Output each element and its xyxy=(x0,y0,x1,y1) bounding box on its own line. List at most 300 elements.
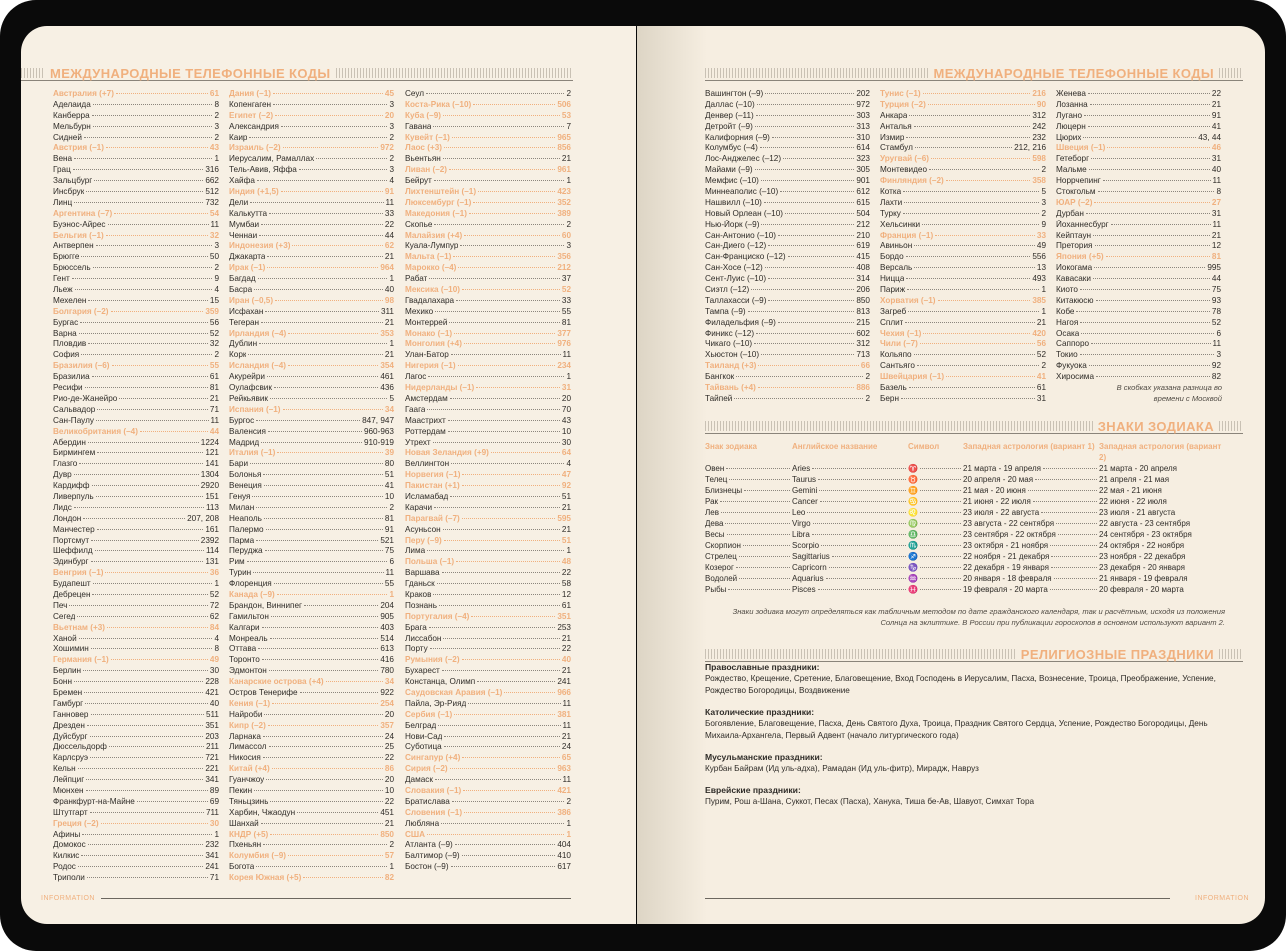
city-code-row xyxy=(1056,339,1221,350)
city-code-row xyxy=(705,122,870,133)
dot-leader xyxy=(84,137,213,138)
dot-leader xyxy=(274,387,378,388)
dial-code: 43, 44 xyxy=(1198,132,1221,142)
city-code-row xyxy=(405,394,571,405)
zodiac-row xyxy=(705,463,1224,474)
city-code-row xyxy=(880,133,1046,144)
place-name: Бари xyxy=(229,459,249,469)
dial-code: 82 xyxy=(384,873,394,883)
country-code-row xyxy=(53,655,219,666)
place-name: Оттава xyxy=(229,644,257,654)
dot-leader xyxy=(736,567,790,568)
place-name: Лидс xyxy=(53,502,72,512)
dial-code: 2 xyxy=(865,393,870,403)
dot-leader xyxy=(743,545,790,546)
dial-code: 847, 947 xyxy=(362,415,394,425)
dot-leader xyxy=(906,256,1031,257)
place-name: Чикаго (–10) xyxy=(705,339,753,349)
dial-code: 82 xyxy=(1211,372,1221,382)
dial-code: 2 xyxy=(566,796,571,806)
city-code-row xyxy=(229,427,394,438)
place-name: Мадрид xyxy=(229,437,260,447)
dial-code: 21 xyxy=(384,350,394,360)
dial-code: 121 xyxy=(205,448,219,458)
zodiac-cell xyxy=(705,551,792,562)
dot-leader xyxy=(818,589,906,590)
dot-leader xyxy=(94,180,203,181)
zodiac-cell xyxy=(792,474,908,485)
place-name: Берлин xyxy=(53,666,82,676)
dial-code: 62 xyxy=(384,241,394,251)
dot-leader xyxy=(91,714,204,715)
place-name: Бразилия (–6) xyxy=(53,361,110,371)
place-name: Нагоя xyxy=(1056,317,1079,327)
city-code-row xyxy=(880,383,1046,394)
dot-leader xyxy=(1096,376,1210,377)
place-name: Лаос (+3) xyxy=(405,143,443,153)
dot-leader xyxy=(819,490,906,491)
footer-rule-left xyxy=(101,898,571,899)
dial-code: 61 xyxy=(209,89,219,98)
dot-leader xyxy=(1093,235,1210,236)
dial-code: 21 xyxy=(561,154,571,164)
dot-leader xyxy=(456,561,560,562)
city-code-row xyxy=(405,220,571,231)
dial-code: 11 xyxy=(562,775,571,785)
zodiac-value: 22 декабря - 19 января xyxy=(963,563,1049,572)
place-name: Лима xyxy=(405,546,426,556)
city-code-row xyxy=(405,840,571,851)
country-code-row xyxy=(405,165,571,176)
dial-code: 113 xyxy=(205,502,219,512)
dot-leader xyxy=(277,594,388,595)
dot-leader xyxy=(74,507,204,508)
city-code-row xyxy=(53,329,219,340)
city-code-row xyxy=(880,111,1046,122)
zodiac-symbol: ♌ xyxy=(908,508,918,517)
place-name: Валенсия xyxy=(229,426,266,436)
dial-code: 51 xyxy=(384,470,394,480)
city-code-row xyxy=(705,296,870,307)
dot-leader xyxy=(920,343,1035,344)
dot-leader xyxy=(96,245,213,246)
zodiac-cell xyxy=(963,474,1099,485)
city-code-row xyxy=(53,100,219,111)
place-name: Цюрих xyxy=(1056,132,1082,142)
phone-column-1 xyxy=(53,89,219,884)
dot-leader xyxy=(462,289,560,290)
city-code-row xyxy=(229,514,394,525)
holiday-list: Рождество, Крещение, Сретение, Благовещение, Вход Господень в Иерусалим, Пасха, Вознесение, Троица, Преображение, Успение, Рождество Богородицы, Воздвижение xyxy=(705,674,1216,695)
city-code-row xyxy=(229,710,394,721)
country-code-row xyxy=(405,786,571,797)
dial-code: 11 xyxy=(1212,219,1221,229)
zodiac-cell xyxy=(792,529,908,540)
place-name: Осака xyxy=(1056,328,1080,338)
dot-leader xyxy=(270,834,378,835)
place-name: Кипр (–2) xyxy=(229,720,266,730)
place-name: Саппоро xyxy=(1056,339,1090,349)
place-name: Таллахасси (–9) xyxy=(705,295,767,305)
dial-code: 323 xyxy=(856,154,870,164)
city-code-row xyxy=(53,133,219,144)
zodiac-cell xyxy=(908,551,963,562)
dot-leader xyxy=(920,589,961,590)
zodiac-row xyxy=(705,507,1224,518)
page-spine-shadow xyxy=(637,26,707,924)
city-code-row xyxy=(53,644,219,655)
zodiac-value: 21 июня - 22 июля xyxy=(963,497,1031,506)
zodiac-row xyxy=(705,562,1224,573)
zodiac-value: Лев xyxy=(705,508,719,517)
dial-code: 3 xyxy=(214,241,219,251)
dial-code: 91 xyxy=(384,524,394,534)
dial-code: 86 xyxy=(384,764,394,774)
dot-leader xyxy=(264,485,383,486)
dot-leader xyxy=(1080,322,1210,323)
city-code-row xyxy=(53,579,219,590)
city-code-row xyxy=(53,830,219,841)
dial-code: 10 xyxy=(384,786,394,795)
city-code-row xyxy=(53,546,219,557)
zodiac-value: Близнецы xyxy=(705,486,743,495)
dot-leader xyxy=(462,518,556,519)
dot-leader xyxy=(460,245,564,246)
zodiac-value: Cancer xyxy=(792,497,818,506)
dot-leader xyxy=(92,115,213,116)
dial-code: 354 xyxy=(380,361,394,371)
place-name: Китай (+4) xyxy=(229,764,270,774)
city-code-row xyxy=(53,677,219,688)
dot-leader xyxy=(269,213,383,214)
dial-code: 11 xyxy=(1212,339,1221,349)
city-code-row xyxy=(53,274,219,285)
place-name: Франция (–1) xyxy=(880,230,934,240)
place-name: Монтеррей xyxy=(405,317,448,327)
dot-leader xyxy=(920,534,961,535)
dial-code: 46 xyxy=(1211,143,1221,153)
dot-leader xyxy=(300,692,379,693)
place-name: Бухарест xyxy=(405,666,440,676)
place-name: Абердин xyxy=(53,437,86,447)
place-name: Богота xyxy=(229,862,255,872)
country-code-row xyxy=(705,361,870,372)
place-name: Корк xyxy=(229,350,247,360)
dial-code: 40 xyxy=(209,698,219,708)
dot-leader xyxy=(256,866,387,867)
place-name: Кавасаки xyxy=(1056,274,1091,284)
zodiac-row xyxy=(705,529,1224,540)
place-name: Пайла, Эр-Рияд xyxy=(405,698,467,708)
place-name: Хорватия (–1) xyxy=(880,295,936,305)
dial-code: 11 xyxy=(1212,176,1221,186)
dial-code: 11 xyxy=(562,698,571,708)
dot-leader xyxy=(257,180,388,181)
dot-leader xyxy=(444,540,560,541)
dot-leader xyxy=(262,659,379,660)
dot-leader xyxy=(1096,300,1210,301)
dot-leader xyxy=(756,333,854,334)
dial-code: 22 xyxy=(384,796,394,806)
place-name: Неаполь xyxy=(229,513,262,523)
place-name: Австралия (+7) xyxy=(53,89,114,98)
dot-leader xyxy=(464,812,555,813)
city-code-row xyxy=(53,383,219,394)
dot-leader xyxy=(914,126,1031,127)
dial-code: 311 xyxy=(380,306,394,316)
place-name: Бельгия (–1) xyxy=(53,230,104,240)
place-name: Майами (–9) xyxy=(705,165,753,175)
dial-code: 141 xyxy=(205,459,219,469)
place-name: Эдинбург xyxy=(53,557,89,567)
city-code-row xyxy=(229,579,394,590)
city-code-row xyxy=(405,819,571,830)
zodiac-symbol: ♍ xyxy=(908,519,918,528)
city-code-row xyxy=(53,220,219,231)
zodiac-symbol: ♈ xyxy=(908,464,918,473)
dot-leader xyxy=(903,191,1039,192)
country-code-row xyxy=(880,100,1046,111)
dial-code: 161 xyxy=(205,524,219,534)
dial-code: 253 xyxy=(557,622,571,632)
zodiac-row xyxy=(705,518,1224,529)
dial-code: 2392 xyxy=(200,535,219,545)
dial-code: 48 xyxy=(561,557,571,567)
city-code-row xyxy=(705,176,870,187)
dot-leader xyxy=(428,376,564,377)
dot-leader xyxy=(765,267,855,268)
zodiac-value: 22 августа - 23 сентября xyxy=(1099,519,1191,528)
dot-leader xyxy=(90,812,204,813)
place-name: Ханой xyxy=(53,633,77,643)
city-code-row xyxy=(53,122,219,133)
dial-code: 351 xyxy=(205,720,219,730)
dial-code: 506 xyxy=(557,99,571,109)
place-name: Генуя xyxy=(229,491,251,501)
dot-leader xyxy=(1076,311,1209,312)
dot-leader xyxy=(77,616,207,617)
zodiac-symbol: ♉ xyxy=(908,475,918,484)
place-name: Котка xyxy=(880,187,902,197)
dial-code: 51 xyxy=(561,491,571,501)
dial-code: 4 xyxy=(566,459,571,469)
dial-code: 341 xyxy=(205,775,219,785)
dot-leader xyxy=(450,768,556,769)
zodiac-cell xyxy=(792,562,908,573)
dial-code: 241 xyxy=(557,677,571,687)
dot-leader xyxy=(79,463,203,464)
city-code-row xyxy=(405,546,571,557)
city-code-row xyxy=(1056,89,1221,100)
place-name: Израиль (–2) xyxy=(229,143,281,153)
zodiac-cell xyxy=(705,573,792,584)
city-code-row xyxy=(229,775,394,786)
right-page xyxy=(637,26,1265,924)
dot-leader xyxy=(93,583,213,584)
dot-leader xyxy=(765,93,854,94)
place-name: Лондон xyxy=(53,513,82,523)
dial-code: 521 xyxy=(380,535,394,545)
dial-code: 21 xyxy=(384,317,394,327)
dial-code: 204 xyxy=(380,600,394,610)
dot-leader xyxy=(91,561,204,562)
holiday-group-title: Еврейские праздники: xyxy=(705,785,801,795)
place-name: Лос-Анджелес (–12) xyxy=(705,154,782,164)
dot-leader xyxy=(263,844,387,845)
place-name: Венгрия (–1) xyxy=(53,568,104,578)
place-name: Чили (–7) xyxy=(880,339,918,349)
dial-code: 41 xyxy=(1036,372,1046,382)
zodiac-value: 22 ноября - 21 декабря xyxy=(963,552,1050,561)
dot-leader xyxy=(434,224,564,225)
dial-code: 314 xyxy=(856,274,870,284)
place-name: Кельн xyxy=(53,764,76,774)
place-name: Нью-Йорк (–9) xyxy=(705,219,760,229)
place-name: Любляна xyxy=(405,818,440,828)
place-name: Мумбаи xyxy=(229,219,260,229)
zodiac-value: 21 марта - 19 апреля xyxy=(963,464,1042,473)
dot-leader xyxy=(90,757,203,758)
place-name: Ирак (–1) xyxy=(229,263,266,273)
dot-leader xyxy=(93,267,213,268)
city-code-row xyxy=(53,742,219,753)
city-code-row xyxy=(705,274,870,285)
dial-code: 33 xyxy=(1036,230,1046,240)
dial-code: 80 xyxy=(384,459,394,469)
dot-leader xyxy=(920,545,961,546)
city-code-row xyxy=(405,176,571,187)
city-code-row xyxy=(229,666,394,677)
dot-leader xyxy=(476,387,560,388)
place-name: Норвегия (–1) xyxy=(405,470,461,480)
country-code-row xyxy=(53,231,219,242)
country-code-row xyxy=(405,470,571,481)
city-code-row xyxy=(53,786,219,797)
zodiac-note-line-1: Знаки зодиака могут определяться как табличным методом по дате гражданского календаря, так и расчётным, исходя из положения xyxy=(732,607,1225,616)
place-name: Анталья xyxy=(880,121,912,131)
dot-leader xyxy=(107,627,208,628)
zodiac-value: 20 января - 18 февраля xyxy=(963,574,1052,583)
dot-leader xyxy=(744,490,790,491)
dial-code: 8 xyxy=(1216,187,1221,197)
dot-leader xyxy=(901,398,1035,399)
dot-leader xyxy=(471,616,555,617)
place-name: Кобе xyxy=(1056,306,1075,316)
dot-leader xyxy=(444,736,559,737)
city-code-row xyxy=(53,394,219,405)
dot-leader xyxy=(443,529,560,530)
place-name: Нови-Сад xyxy=(405,731,443,741)
place-name: Гент xyxy=(53,274,70,284)
place-name: Атланта (–9) xyxy=(405,840,453,850)
dot-leader xyxy=(434,180,565,181)
city-code-row xyxy=(880,198,1046,209)
city-code-row xyxy=(1056,263,1221,274)
dot-leader xyxy=(254,790,383,791)
zodiac-cell xyxy=(1099,562,1224,573)
dot-leader xyxy=(1111,224,1211,225)
country-code-row xyxy=(405,655,571,666)
place-name: Аделаида xyxy=(53,99,91,109)
zodiac-cell xyxy=(908,496,963,507)
dot-leader xyxy=(433,442,560,443)
dot-leader xyxy=(1094,267,1205,268)
place-name: Тампа (–9) xyxy=(705,306,746,316)
city-code-row xyxy=(229,634,394,645)
zodiac-cell xyxy=(1099,485,1224,496)
place-name: Перуджа xyxy=(229,546,263,556)
phone-note-line-1: В скобках указана разница во xyxy=(1116,383,1222,392)
dial-code: 10 xyxy=(384,491,394,501)
dot-leader xyxy=(451,866,556,867)
dot-leader xyxy=(82,834,212,835)
country-code-row xyxy=(405,557,571,568)
place-name: Кольяпо xyxy=(880,350,912,360)
dot-leader xyxy=(772,137,854,138)
place-name: Гаага xyxy=(405,404,426,414)
city-code-row xyxy=(705,307,870,318)
dial-code: 91 xyxy=(1211,110,1221,120)
place-name: Мальта (–1) xyxy=(405,252,452,262)
city-code-row xyxy=(53,634,219,645)
place-name: Египет (–2) xyxy=(229,110,274,120)
place-name: Канарские острова (+4) xyxy=(229,677,324,687)
city-code-row xyxy=(229,601,394,612)
dot-leader xyxy=(1093,278,1210,279)
phone-codes-heading-left xyxy=(21,66,573,81)
zodiac-row xyxy=(705,540,1224,551)
dial-code: 212, 216 xyxy=(1014,143,1046,153)
zodiac-symbol: ♑ xyxy=(908,563,918,572)
dial-code: 52 xyxy=(561,285,571,295)
zodiac-cell xyxy=(705,540,792,551)
dot-leader xyxy=(725,523,790,524)
dot-leader xyxy=(920,501,961,502)
city-code-row xyxy=(405,862,571,873)
dot-leader xyxy=(91,540,199,541)
place-name: Никосия xyxy=(229,753,261,763)
dial-code: 602 xyxy=(856,328,870,338)
city-code-row xyxy=(1056,111,1221,122)
city-code-row xyxy=(229,503,394,514)
country-code-row xyxy=(705,383,870,394)
place-name: Куала-Лумпур xyxy=(405,241,459,251)
city-code-row xyxy=(880,252,1046,263)
zodiac-cell xyxy=(963,496,1099,507)
country-code-row xyxy=(53,307,219,318)
zodiac-cell xyxy=(1099,584,1224,595)
zodiac-cell xyxy=(705,562,792,573)
dot-leader xyxy=(768,278,854,279)
zodiac-row xyxy=(705,474,1224,485)
zodiac-value: 23 декабря - 20 января xyxy=(1099,563,1185,572)
dial-code: 21 xyxy=(561,524,571,534)
city-code-row xyxy=(1056,241,1221,252)
dot-leader xyxy=(464,343,555,344)
city-code-row xyxy=(880,274,1046,285)
dot-leader xyxy=(1054,578,1097,579)
dot-leader xyxy=(729,479,790,480)
dial-code: 50 xyxy=(209,252,219,262)
place-name: Брага xyxy=(405,622,427,632)
place-name: Домокос xyxy=(53,840,86,850)
dot-leader xyxy=(427,409,559,410)
dot-leader xyxy=(88,343,208,344)
dial-code: 151 xyxy=(205,491,219,501)
dot-leader xyxy=(435,779,561,780)
dot-leader xyxy=(263,474,383,475)
country-code-row xyxy=(53,568,219,579)
